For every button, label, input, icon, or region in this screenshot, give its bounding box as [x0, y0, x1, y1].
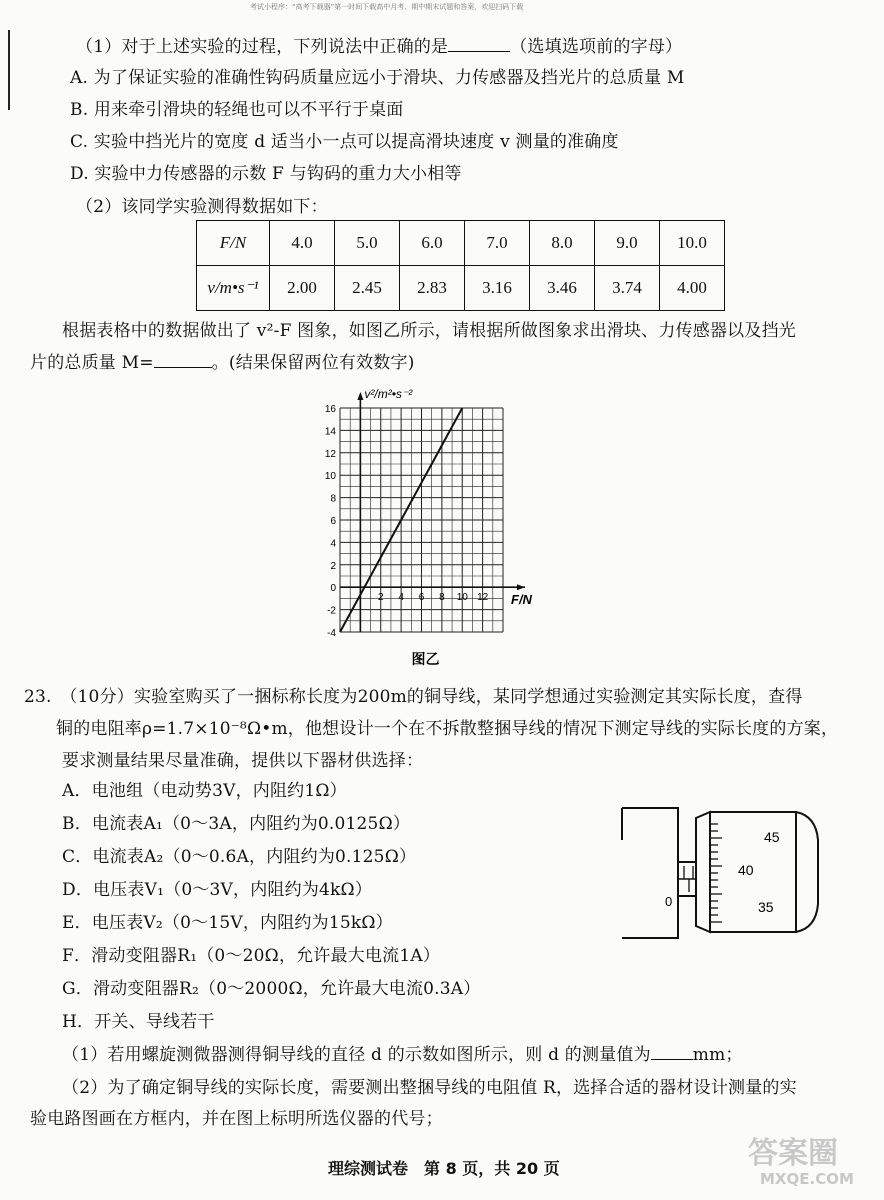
v2-f-chart	[300, 382, 550, 672]
q22-option-c: C. 实验中挡光片的宽度 d 适当小一点可以提高滑块速度 v 测量的准确度	[70, 132, 619, 152]
q23-item-a: A．电池组（电动势3V，内阻约1Ω）	[62, 781, 347, 801]
table-cell: 8.0	[530, 221, 595, 266]
x-axis-arrow	[517, 584, 525, 590]
micrometer-figure	[618, 800, 836, 946]
table-row	[197, 266, 725, 311]
table-cell: 3.16	[465, 266, 530, 311]
y-tick-label: 10	[324, 471, 336, 483]
table-cell: 2.83	[400, 266, 465, 311]
page-footer: 理综测试卷 第 8 页，共 20 页	[328, 1159, 560, 1178]
y-tick-label: 2	[330, 560, 336, 572]
x-tick-label: 6	[418, 592, 425, 604]
q22-part1: （1）对于上述实验的过程，下列说法中正确的是 （选填选项前的字母）	[76, 37, 683, 57]
x-tick-label: 8	[439, 592, 445, 604]
q23-item-g: G．滑动变阻器R₂（0～2000Ω，允许最大电流0.3A）	[62, 979, 481, 999]
y-tick-label: -2	[327, 605, 336, 617]
data-table	[196, 220, 725, 311]
q22-part2: （2）该同学实验测得数据如下：	[76, 197, 328, 217]
watermark-logo: 答案圈	[748, 1136, 838, 1171]
x-tick-label: 2	[377, 592, 384, 604]
x-tick-label: 10	[456, 592, 468, 604]
q23-sub1: （1）若用螺旋测微器测得铜导线的直径 d 的示数如图所示，则 d 的测量值为 mm；	[62, 1045, 743, 1065]
micrometer-label-35: 35	[758, 899, 774, 915]
y-tick-label: -4	[327, 628, 336, 639]
q23-line2: 铜的电阻率ρ=1.7×10⁻⁸Ω•m，他想设计一个在不拆散整捆导线的情况下测定导线的实际长度的方案，	[56, 719, 839, 739]
micrometer-main-label: 0	[665, 894, 673, 909]
q22-text-after-1: 根据表格中的数据做出了 v²-F 图象，如图乙所示，请根据所做图象求出滑块、力传感器以及挡光	[62, 321, 796, 341]
q23-line3: 要求测量结果尽量准确，提供以下器材供选择：	[62, 751, 424, 771]
y-tick-label: 12	[324, 448, 336, 460]
table-row	[197, 221, 725, 266]
top-note: 考试小程序：“高考下载器”第一时间下载高中月考、期中期末试题和答案，欢迎扫码下载	[250, 3, 524, 11]
table-cell: 9.0	[595, 221, 660, 266]
watermark-url: MXQE.COM	[760, 1170, 854, 1188]
x-tick-label: 4	[398, 592, 404, 604]
y-axis-label: v²/m²•s⁻²	[364, 387, 413, 401]
chart-caption: 图乙	[411, 651, 440, 667]
q23-line1: 23. （10分）实验室购买了一捆标称长度为200m的铜导线，某同学想通过实验测定其实际长度，查得	[24, 687, 803, 707]
y-tick-label: 6	[330, 516, 336, 527]
y-tick-label: 8	[330, 493, 336, 505]
q23-item-h: H．开关、导线若干	[62, 1012, 215, 1032]
q22-option-b: B. 用来牵引滑块的轻绳也可以不平行于桌面	[70, 100, 404, 120]
q22-option-a: A. 为了保证实验的准确性钩码质量应远小于滑块、力传感器及挡光片的总质量 M	[70, 68, 685, 88]
table-cell: 7.0	[465, 221, 530, 266]
y-tick-label: 0	[330, 583, 336, 595]
table-cell: 4.00	[660, 266, 725, 311]
y-tick-label: 14	[324, 426, 336, 438]
q23-sub2b: 验电路图画在方框内，并在图上标明所选仪器的代号；	[30, 1109, 443, 1129]
y-tick-label: 16	[324, 404, 336, 415]
q23-item-c: C．电流表A₂（0～0.6A，内阻约为0.125Ω）	[62, 847, 417, 867]
x-axis-label: F/N	[511, 592, 532, 608]
q23-item-d: D．电压表V₁（0～3V，内阻约为4kΩ）	[62, 880, 373, 900]
y-axis-arrow	[357, 392, 363, 400]
x-tick-label: 12	[477, 592, 489, 604]
page-edge-mark	[8, 30, 10, 110]
table-cell: 5.0	[335, 221, 400, 266]
table-cell: 10.0	[660, 221, 725, 266]
table-cell: 3.46	[530, 266, 595, 311]
table-cell: 3.74	[595, 266, 660, 311]
micrometer-label-45: 45	[764, 829, 780, 845]
y-tick-label: 4	[330, 538, 336, 550]
table-cell: 6.0	[400, 221, 465, 266]
table-cell: 4.0	[270, 221, 335, 266]
table-cell: 2.00	[270, 266, 335, 311]
q23-sub2a: （2）为了确定铜导线的实际长度，需要测出整捆导线的电阻值 R，选择合适的器材设计测量的实	[62, 1078, 797, 1098]
q22-text-after-2: 片的总质量 M= 。(结果保留两位有效数字)	[30, 353, 415, 373]
micrometer-label-40: 40	[738, 862, 754, 878]
table-cell: 2.45	[335, 266, 400, 311]
q23-item-e: E．电压表V₂（0～15V，内阻约为15kΩ）	[62, 913, 393, 933]
q23-item-f: F．滑动变阻器R₁（0～20Ω，允许最大电流1A）	[62, 946, 441, 966]
table-header-v: v/m•s⁻¹	[197, 266, 270, 311]
q22-option-d: D. 实验中力传感器的示数 F 与钩码的重力大小相等	[70, 164, 462, 184]
table-header-f: F/N	[197, 221, 270, 266]
q23-item-b: B．电流表A₁（0～3A，内阻约为0.0125Ω）	[62, 814, 411, 834]
